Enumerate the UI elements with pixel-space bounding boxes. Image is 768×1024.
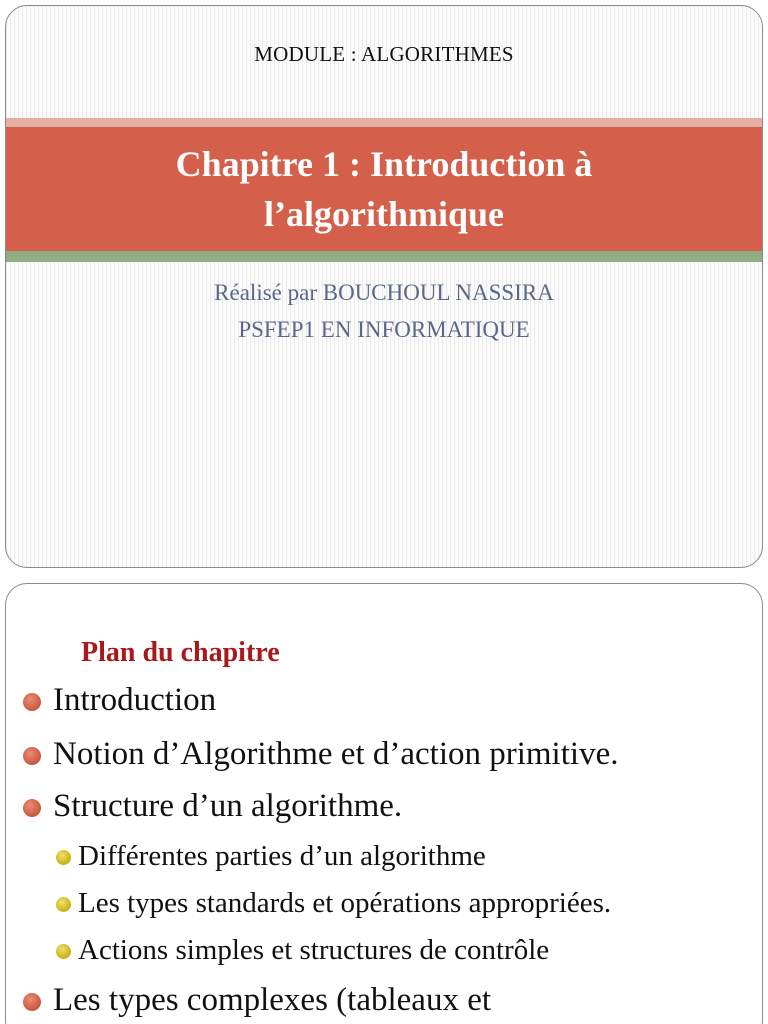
bullet-dot-icon	[23, 993, 41, 1011]
title-band-bottom-stripe	[6, 251, 762, 262]
bullet-dot-icon	[56, 897, 71, 912]
list-item	[6, 736, 618, 773]
list-item	[6, 840, 486, 873]
list-item	[6, 682, 216, 719]
author-line: Réalisé par BOUCHOUL NASSIRA	[214, 280, 554, 305]
title-slide	[5, 5, 763, 568]
bullet-dot-icon	[56, 944, 71, 959]
role-line: PSFEP1 EN INFORMATIQUE	[238, 317, 530, 342]
bullet-dot-icon	[23, 747, 41, 765]
bullet-dot-icon	[23, 693, 41, 711]
title-band	[6, 127, 762, 251]
list-item	[6, 788, 402, 825]
list-item	[6, 982, 491, 1019]
list-item	[6, 934, 549, 967]
plan-slide	[5, 583, 763, 1024]
bullet-dot-icon	[56, 850, 71, 865]
bullet-dot-icon	[23, 799, 41, 817]
slide-title-line-1: Chapitre 1 : Introduction à	[175, 144, 593, 184]
list-item-text: Les types standards et opérations appropriées.	[78, 887, 612, 919]
slide-title-line-2: l’algorithmique	[264, 194, 504, 234]
module-label: MODULE : ALGORITHMES	[254, 42, 514, 66]
plan-heading: Plan du chapitre	[81, 637, 280, 668]
list-item-text: Différentes parties d’un algorithme	[78, 840, 486, 872]
list-item-text: Actions simples et structures de contrôle	[78, 934, 550, 966]
list-item-text: Introduction	[53, 682, 217, 718]
title-band-top-stripe	[6, 118, 762, 127]
list-item-text: Notion d’Algorithme et d’action primitive.	[53, 736, 619, 772]
list-item-text: Les types complexes (tableaux et	[53, 982, 492, 1018]
list-item	[6, 887, 611, 920]
list-item-text: Structure d’un algorithme.	[53, 788, 403, 824]
